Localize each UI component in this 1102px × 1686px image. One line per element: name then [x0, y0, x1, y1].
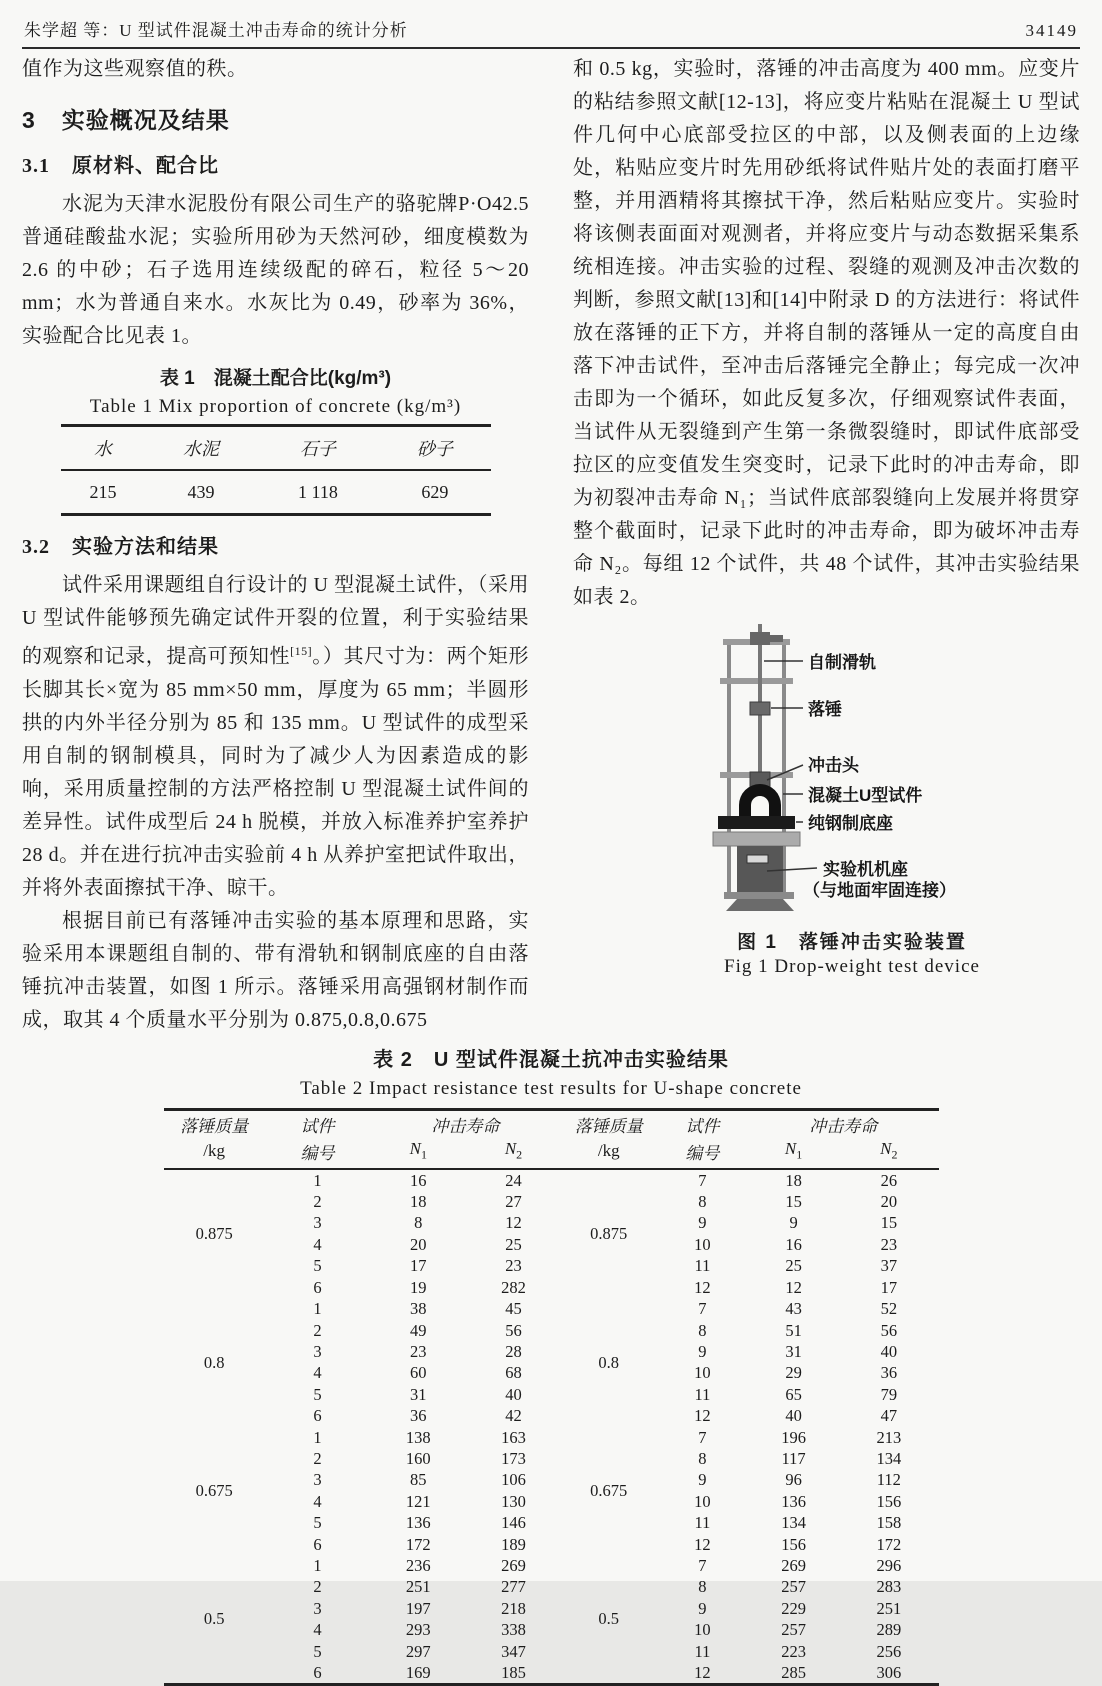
n2-cell: 277 [501, 1577, 526, 1597]
n-subscript: 2 [516, 1147, 523, 1162]
spec-no-cell: 9 [698, 1470, 707, 1490]
n1-cell: 19 [410, 1277, 427, 1297]
col-n1-right [748, 1138, 839, 1169]
section-title: 实验概况及结果 [61, 107, 230, 133]
n-symbol: N [880, 1139, 892, 1159]
n2-cell: 134 [876, 1448, 902, 1468]
n-symbol: N [784, 1139, 797, 1159]
n1-cell: 156 [781, 1534, 806, 1554]
figure-label-machine-base: 实验机机座 [823, 860, 908, 879]
n2-cell: 17 [880, 1277, 898, 1297]
n2-cell: 79 [880, 1384, 898, 1404]
table2-section [22, 1043, 1080, 1686]
table2-title-en: Table 2 Impact resistance test results for U-shape concrete [300, 1077, 802, 1099]
n2-cell: 163 [501, 1427, 526, 1447]
col-impact-life-left: 冲击寿命 [431, 1116, 500, 1136]
n2-cell: 256 [876, 1641, 902, 1661]
spec-no-cell: 8 [698, 1192, 707, 1212]
n1-cell: 297 [405, 1641, 431, 1661]
spec-no-cell: 11 [694, 1256, 711, 1276]
citation-superscript: [15] [290, 644, 313, 658]
n2-cell: 42 [505, 1406, 522, 1426]
spec-no-cell: 1 [313, 1427, 322, 1447]
n2-cell: 25 [505, 1234, 522, 1254]
n1-cell: 136 [405, 1513, 431, 1533]
machine-foot [726, 899, 794, 911]
paragraph-continuation: 值作为这些观察值的秩。 [22, 58, 248, 80]
table1-value-sand: 629 [421, 481, 449, 502]
col-mass-right: 落锤质量 [574, 1116, 643, 1136]
col-n2-right [839, 1138, 938, 1169]
n2-cell: 283 [876, 1577, 902, 1597]
n1-cell: 23 [410, 1341, 427, 1361]
spec-no-cell: 8 [698, 1320, 707, 1340]
n2-cell: 189 [501, 1534, 526, 1554]
n2-cell: 130 [501, 1491, 526, 1511]
bottom-crossbar [724, 892, 794, 899]
table-row [164, 1405, 939, 1426]
mass-cell: 0.675 [590, 1481, 628, 1501]
n2-cell: 289 [876, 1620, 902, 1640]
base-plate [713, 832, 800, 846]
spec-no-cell: 1 [313, 1170, 322, 1190]
table-row [164, 1427, 939, 1448]
n1-cell: 251 [405, 1577, 431, 1597]
figure1-drop-weight-device [573, 624, 1080, 978]
spec-no-cell: 7 [698, 1299, 707, 1319]
spec-no-cell: 7 [698, 1555, 707, 1575]
n2-cell: 173 [501, 1448, 526, 1468]
table-row [164, 1576, 939, 1597]
spec-no-cell: 3 [313, 1598, 322, 1618]
n2-cell: 56 [505, 1320, 522, 1340]
drop-hammer-block [750, 702, 770, 715]
figure-label-u-specimen: 混凝土U型试件 [808, 786, 923, 805]
spec-no-cell: 9 [698, 1598, 707, 1618]
table-row [164, 1341, 939, 1362]
n1-cell: 117 [781, 1448, 806, 1468]
n2-cell: 213 [876, 1427, 902, 1447]
n1-cell: 160 [405, 1448, 431, 1468]
n2-cell: 28 [505, 1341, 522, 1361]
paragraph-method-1 [22, 569, 529, 905]
n2-cell: 338 [501, 1620, 526, 1640]
table-row [164, 1212, 939, 1233]
table2-title-cn: 表 2 U 型试件混凝土抗冲击实验结果 [373, 1048, 729, 1071]
section-title: 原材料、配合比 [72, 155, 219, 177]
n1-cell: 60 [410, 1363, 427, 1383]
n2-cell: 40 [505, 1384, 522, 1404]
spec-no-cell: 2 [313, 1577, 322, 1597]
n2-cell: 15 [880, 1213, 898, 1233]
n1-cell: 65 [785, 1384, 802, 1404]
n2-cell: 112 [876, 1470, 901, 1490]
n1-cell: 15 [785, 1192, 802, 1212]
n1-cell: 197 [405, 1598, 431, 1618]
n1-cell: 40 [785, 1406, 802, 1426]
figure-label-machine-base-note: （与地面牢固连接） [803, 881, 956, 900]
n2-cell: 27 [505, 1192, 522, 1212]
figure1-caption-cn: 图 1 落锤冲击实验装置 [737, 932, 967, 953]
drop-weight-device-diagram [617, 624, 1087, 914]
right-column [573, 53, 1080, 1037]
n1-cell: 29 [785, 1363, 802, 1383]
table1-value-water: 215 [89, 481, 117, 502]
table-row [164, 1277, 939, 1298]
spec-no-cell: 10 [694, 1491, 711, 1511]
spec-no-cell: 1 [313, 1555, 322, 1575]
n1-cell: 229 [781, 1598, 806, 1618]
n2-cell: 146 [501, 1513, 526, 1533]
table1-data-row [61, 470, 491, 515]
figure-label-drop-hammer: 落锤 [808, 700, 842, 719]
spec-no-cell: 11 [694, 1641, 711, 1661]
table2-header-row-1 [164, 1109, 939, 1138]
n2-cell: 306 [876, 1663, 902, 1682]
running-head-title: 朱学超 等：U 型试件混凝土冲击寿命的统计分析 [24, 21, 408, 40]
two-column-body [22, 53, 1080, 1037]
spec-no-cell: 5 [313, 1256, 322, 1276]
table2-impact-results [164, 1108, 939, 1686]
spec-no-cell: 4 [313, 1363, 322, 1383]
n1-cell: 121 [405, 1491, 431, 1511]
table-row [164, 1255, 939, 1276]
n1-cell: 17 [410, 1256, 427, 1276]
upper-crossbar [720, 678, 793, 684]
n-symbol: N [504, 1139, 517, 1159]
n2-cell: 12 [505, 1213, 522, 1233]
n2-cell: 218 [501, 1598, 526, 1618]
u-specimen [739, 784, 781, 816]
n2-cell: 172 [876, 1534, 902, 1554]
n2-cell: 251 [876, 1598, 902, 1618]
n2-cell: 23 [505, 1256, 522, 1276]
table-row [164, 1619, 939, 1640]
col-impact-life-right: 冲击寿命 [809, 1116, 878, 1136]
spec-no-cell: 12 [694, 1406, 711, 1426]
spec-no-cell: 7 [698, 1170, 707, 1190]
n1-cell: 9 [789, 1213, 798, 1233]
n2-cell: 185 [501, 1663, 526, 1682]
spec-no-cell: 5 [313, 1641, 322, 1661]
section-heading-3-2 [22, 530, 529, 559]
n1-cell: 20 [410, 1234, 427, 1254]
section-number: 3.1 [22, 155, 50, 177]
table-row [164, 1384, 939, 1405]
spec-no-cell: 2 [313, 1448, 322, 1468]
spec-no-cell: 4 [313, 1491, 322, 1511]
table1-title-cn: 表 1 混凝土配合比(kg/m³) [159, 368, 392, 389]
n1-cell: 16 [785, 1234, 802, 1254]
spec-no-cell: 7 [698, 1427, 707, 1447]
mass-cell: 0.875 [195, 1224, 233, 1244]
spec-no-cell: 3 [313, 1213, 322, 1233]
n1-cell: 36 [410, 1406, 427, 1426]
mass-cell: 0.8 [598, 1352, 620, 1372]
n2-cell: 26 [880, 1170, 898, 1190]
machine-name-plate [747, 855, 768, 863]
table-row [164, 1320, 939, 1341]
n1-cell: 16 [410, 1170, 427, 1190]
top-handle [770, 635, 783, 642]
n2-cell: 45 [505, 1299, 522, 1319]
n1-cell: 31 [785, 1341, 802, 1361]
n-subscript: 1 [796, 1147, 803, 1162]
table1-value-stone: 1 118 [298, 481, 338, 502]
n1-cell: 236 [405, 1555, 431, 1575]
n1-cell: 43 [785, 1299, 802, 1319]
n1-cell: 49 [410, 1320, 427, 1340]
paragraph-text: 试件采用课题组自行设计的 U 型混凝土试件，（采用 U 型试件能够预先确定试件开裂的位置，利于实验结果的观察和记录，提高可预知性 [22, 574, 529, 668]
table2-body [164, 1169, 939, 1685]
n2-cell: 106 [501, 1470, 526, 1490]
n1-cell: 257 [781, 1577, 806, 1597]
n1-cell: 31 [410, 1384, 427, 1404]
paragraph-procedure: 和 0.5 kg，实验时，落锤的冲击高度为 400 mm。应变片的粘结参照文献[12-13]，将应变片粘贴在混凝土 U 型试件几何中心底部受拉区的中部，以及侧表面的上边缘处，粘贴应变片时先用砂纸将试件贴片处的表面打磨平整，并用酒精将其擦拭干净，然后粘贴应变片。实验时将该侧表面面对观测者，并将应变片与动态数据采集系统相连接。冲击实验的过程、裂缝的观测及冲击次数的判断，参照文献[13]和[14]中附录 D 的方法进行：将试件放在落锤的正下方，并将自制的落锤从一定的高度自由落下冲击试件，至冲击后落锤完全静止；每完成一次冲击即为一个循环，如此反复多次，仔细观察试件表面，当试件从无裂缝到产生第一条微裂缝时，即试件底部受拉区的应变值发生突变时，记录下此时的冲击寿命，即为初裂冲击寿命 N₁；当试件底部裂缝向上发展并将贯穿整个截面时，记录下此时的冲击寿命，即为破坏冲击寿命 N₂。每组 12 个试件，共 48 个试件，其冲击实验结果如表 2。 [573, 58, 1080, 608]
steel-base [718, 816, 795, 829]
n2-cell: 269 [501, 1555, 526, 1575]
n1-cell: 134 [781, 1513, 806, 1533]
spec-no-cell: 11 [694, 1384, 711, 1404]
n1-cell: 25 [785, 1256, 802, 1276]
spec-no-cell: 1 [313, 1299, 322, 1319]
spec-no-cell: 9 [698, 1213, 707, 1233]
n1-cell: 223 [781, 1641, 806, 1661]
n-symbol: N [409, 1139, 421, 1159]
table-row [164, 1512, 939, 1533]
n1-cell: 51 [785, 1320, 802, 1340]
figure-label-steel-base: 纯钢制底座 [808, 814, 893, 833]
n1-cell: 12 [785, 1277, 802, 1297]
n2-cell: 40 [880, 1341, 898, 1361]
spec-no-cell: 12 [694, 1663, 711, 1682]
n-subscript: 1 [420, 1147, 427, 1162]
n2-cell: 24 [505, 1170, 522, 1190]
n2-cell: 282 [501, 1277, 526, 1297]
running-header [22, 12, 1080, 49]
table-row [164, 1191, 939, 1212]
n1-cell: 285 [781, 1663, 806, 1682]
figure-label-impact-head: 冲击头 [808, 756, 859, 775]
section-number: 3.2 [22, 536, 50, 558]
table-row [164, 1641, 939, 1662]
section-title: 实验方法和结果 [72, 536, 219, 558]
table1-mix-proportion [61, 424, 491, 516]
spec-no-cell: 10 [694, 1363, 711, 1383]
mass-cell: 0.875 [590, 1224, 628, 1244]
n1-cell: 18 [410, 1192, 427, 1212]
spec-no-cell: 5 [313, 1513, 322, 1533]
n1-cell: 269 [781, 1555, 806, 1575]
n1-cell: 96 [785, 1470, 802, 1490]
spec-no-cell: 3 [313, 1470, 322, 1490]
table1-title-en: Table 1 Mix proportion of concrete (kg/m³) [89, 396, 462, 417]
table-row [164, 1234, 939, 1255]
table-row [164, 1598, 939, 1619]
n1-cell: 8 [414, 1213, 423, 1233]
spec-no-cell: 6 [313, 1663, 322, 1682]
table2-header-row-2 [164, 1138, 939, 1169]
spec-no-cell: 8 [698, 1577, 707, 1597]
n1-cell: 172 [405, 1534, 431, 1554]
n1-cell: 196 [781, 1427, 806, 1447]
n2-cell: 158 [876, 1513, 902, 1533]
table-row [164, 1298, 939, 1319]
table1-col-stone: 石子 [257, 426, 380, 471]
spec-no-cell: 2 [313, 1320, 322, 1340]
spec-no-cell: 6 [313, 1534, 322, 1554]
table1-value-cement: 439 [187, 481, 215, 502]
col-spec-left: 试件 [300, 1116, 335, 1136]
col-spec-right: 试件 [685, 1116, 720, 1136]
n1-cell: 18 [785, 1170, 802, 1190]
n2-cell: 347 [501, 1641, 526, 1661]
col-n2-left [466, 1138, 560, 1169]
n1-cell: 169 [405, 1663, 431, 1682]
mass-cell: 0.5 [203, 1609, 225, 1629]
section-number: 3 [22, 107, 36, 133]
n2-cell: 52 [880, 1299, 898, 1319]
left-column [22, 53, 529, 1037]
mass-cell: 0.5 [598, 1609, 620, 1629]
n1-cell: 257 [781, 1620, 806, 1640]
spec-no-cell: 10 [694, 1234, 711, 1254]
n1-cell: 136 [781, 1491, 806, 1511]
n2-cell: 47 [880, 1406, 898, 1426]
n-subscript: 2 [891, 1147, 898, 1162]
col-mass-unit-right: /kg [561, 1138, 657, 1169]
n2-cell: 37 [880, 1256, 898, 1276]
n2-cell: 20 [880, 1192, 898, 1212]
spec-no-cell: 6 [313, 1277, 322, 1297]
spec-no-cell: 11 [694, 1513, 711, 1533]
figure1-drawing [617, 624, 1087, 919]
spec-no-cell: 10 [694, 1620, 711, 1640]
table-row [164, 1169, 939, 1191]
section-heading-3-1 [22, 149, 529, 178]
figure1-caption [573, 927, 1080, 978]
n2-cell: 56 [880, 1320, 898, 1340]
n2-cell: 68 [505, 1363, 522, 1383]
n2-cell: 296 [876, 1555, 902, 1575]
paragraph-text: 。）其尺寸为：两个矩形长脚其长×宽为 85 mm×50 mm，厚度为 65 mm；半圆形拱的内外半径分别为 85 和 135 mm。U 型试件的成型采用自制的钢制模具，同时为了减少人为因素造成的影响，采用质量控制的方法严格控制 U 型混凝土试件间的差异性。试件成型后 24 h 脱模，并放入标准养护室养护 28 d。并在进行抗冲击实验前 4 h 从养护室把试件取出，并将外表面擦拭干净、晾干。 [22, 645, 529, 899]
table1-header-row [61, 426, 491, 471]
col-spec2-right: 编号 [657, 1138, 748, 1169]
figure1-caption-en: Fig 1 Drop-weight test device [724, 956, 980, 977]
n2-cell: 36 [880, 1363, 898, 1383]
spec-no-cell: 6 [313, 1406, 322, 1426]
col-spec2-left: 编号 [265, 1138, 370, 1169]
table-row [164, 1469, 939, 1490]
spec-no-cell: 4 [313, 1620, 322, 1640]
col-mass-left: 落锤质量 [180, 1116, 249, 1136]
mass-cell: 0.8 [203, 1352, 225, 1372]
spec-no-cell: 2 [313, 1192, 322, 1212]
col-mass-unit-left: /kg [164, 1138, 265, 1169]
page-number: 34149 [1025, 21, 1078, 40]
spec-no-cell: 8 [698, 1448, 707, 1468]
spec-no-cell: 5 [313, 1384, 322, 1404]
table1-col-sand: 砂子 [379, 426, 490, 471]
spec-no-cell: 12 [694, 1277, 711, 1297]
table1-col-cement: 水泥 [145, 426, 256, 471]
paragraph-method-2: 根据目前已有落锤冲击实验的基本原理和思路，实验采用本课题组自制的、带有滑轨和钢制底座的自由落锤抗冲击装置，如图 1 所示。落锤采用高强钢材制作而成，取其 4 个质量水平分别为 0.875,0.8,0.675 [22, 909, 529, 1031]
spec-no-cell: 3 [313, 1341, 322, 1361]
spec-no-cell: 4 [313, 1234, 322, 1254]
n2-cell: 23 [880, 1234, 898, 1254]
table-row [164, 1534, 939, 1555]
table-row [164, 1555, 939, 1576]
machine-base [737, 846, 783, 893]
top-nut [750, 632, 770, 645]
spec-no-cell: 9 [698, 1341, 707, 1361]
paragraph-materials: 水泥为天津水泥股份有限公司生产的骆驼牌P·O42.5普通硅酸盐水泥；实验所用砂为天然河砂，细度模数为 2.6 的中砂；石子选用连续级配的碎石，粒径 5～20 mm；水为普通自来水。水灰比为 0.49，砂率为 36%，实验配合比见表 1。 [22, 193, 529, 347]
n1-cell: 138 [405, 1427, 431, 1447]
n2-cell: 156 [876, 1491, 902, 1511]
n1-cell: 85 [410, 1470, 427, 1490]
figure-label-slide-rail: 自制滑轨 [808, 653, 876, 672]
spec-no-cell: 12 [694, 1534, 711, 1554]
mass-cell: 0.675 [195, 1481, 233, 1501]
table1-col-water: 水 [61, 426, 146, 471]
table-row [164, 1362, 939, 1383]
table-row [164, 1662, 939, 1685]
section-heading-3 [22, 102, 529, 135]
table-row [164, 1491, 939, 1512]
n1-cell: 38 [410, 1299, 427, 1319]
col-n1-left [370, 1138, 466, 1169]
n1-cell: 293 [405, 1620, 431, 1640]
table-row [164, 1448, 939, 1469]
